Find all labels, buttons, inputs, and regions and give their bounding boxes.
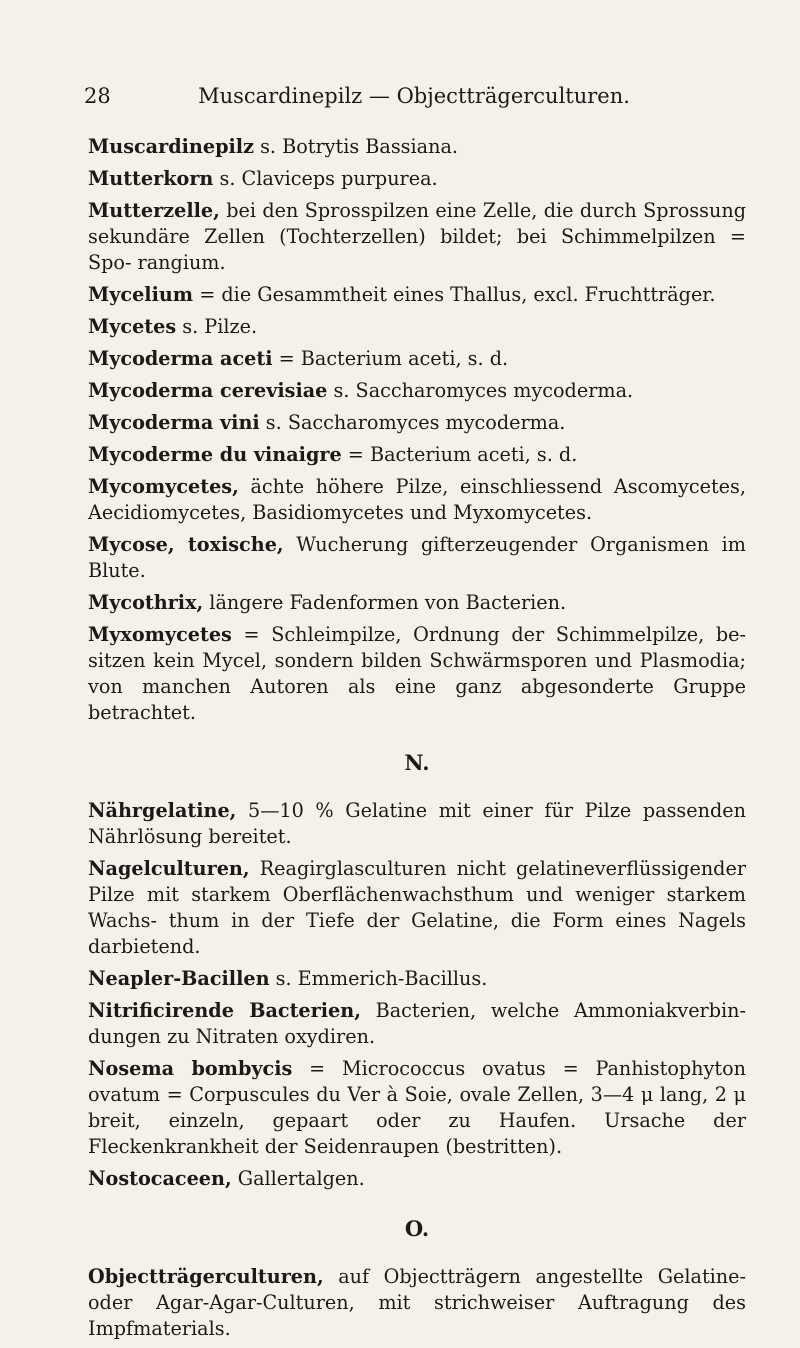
dictionary-entry (88, 856, 746, 960)
dictionary-entry (88, 998, 746, 1050)
dictionary-entry (88, 1166, 746, 1192)
entry-definition: s. Botrytis Bassiana. (253, 135, 459, 158)
entry-headword: Mycoderma aceti (88, 347, 273, 370)
entry-headword: Neapler-Bacillen (88, 967, 270, 990)
entry-definition: = Bacterium aceti, s. d. (272, 347, 509, 370)
section-letter-n: N. (404, 750, 430, 775)
dictionary-entry (88, 1056, 746, 1160)
page-number: 28 (84, 84, 111, 108)
entry-definition: = Micrococcus ovatus = Panhistophyton ovatum = Corpuscules du Ver à Soie, ovale Zellen, 3—4 μ lang, 2 μ breit, einzeln, gepaart oder zu Haufen. Ursache der Fleckenkrankheit der Seidenraupen (bestritten). (88, 1057, 746, 1158)
entry-definition: s. Saccharomyces mycoderma. (327, 379, 634, 402)
dictionary-entry (88, 622, 746, 726)
entry-definition: s. Saccharomyces mycoderma. (259, 411, 566, 434)
dictionary-entry (88, 966, 746, 992)
dictionary-entry (88, 442, 746, 468)
entry-headword: Mutterkorn (88, 167, 214, 190)
entries-o (88, 1264, 746, 1342)
dictionary-entry (88, 532, 746, 584)
dictionary-entry (88, 378, 746, 404)
entry-headword: Objectträgerculturen, (88, 1265, 324, 1288)
entry-definition: = Schleimpilze, Ordnung der Schimmelpilze, be- sitzen kein Mycel, sondern bilden Schwärmsporen und Plasmodia; von manchen Autoren als eine ganz abgesonderte Gruppe betrachtet. (88, 623, 746, 724)
entry-definition: Bacterien, welche Ammoniakverbin- dungen zu Nitraten oxydiren. (88, 999, 746, 1048)
entry-headword: Nostocaceen, (88, 1167, 232, 1190)
entry-headword: Mycoderme du vinaigre (88, 443, 342, 466)
entry-definition: Reagirglasculturen nicht gelatineverflüssigender Pilze mit starkem Oberflächenwachsthum und weniger starkem Wachs- thum in der Tiefe der Gelatine, die Form eines Nagels darbietend. (88, 857, 746, 958)
entry-definition: längere Fadenformen von Bacterien. (203, 591, 567, 614)
entry-definition: ächte höhere Pilze, einschliessend Ascomycetes, Aecidiomycetes, Basidiomycetes und Myxomycetes. (88, 475, 746, 524)
dictionary-entry (88, 1264, 746, 1342)
entry-headword: Mycomycetes, (88, 475, 239, 498)
entry-definition: Gallertalgen. (231, 1167, 365, 1190)
dictionary-entry (88, 590, 746, 616)
entry-headword: Mycothrix, (88, 591, 204, 614)
dictionary-entry (88, 346, 746, 372)
entry-definition: s. Claviceps purpurea. (213, 167, 438, 190)
entries-n (88, 798, 746, 1192)
dictionary-entry (88, 474, 746, 526)
section-letter-o: O. (404, 1216, 430, 1241)
entry-headword: Mycose, toxische, (88, 533, 284, 556)
entry-headword: Nosema bombycis (88, 1057, 293, 1080)
dictionary-entry (88, 134, 746, 160)
entry-definition: 5—10 % Gelatine mit einer für Pilze passenden Nährlösung bereitet. (88, 799, 746, 848)
entry-definition: s. Emmerich-Bacillus. (269, 967, 488, 990)
entry-headword: Myxomycetes (88, 623, 232, 646)
entry-definition: auf Objectträgern angestellte Gelatine- oder Agar-Agar-Culturen, mit strichweiser Auftragung des Impfmaterials. (88, 1265, 746, 1340)
entry-headword: Nagelculturen, (88, 857, 250, 880)
entry-headword: Mycoderma cerevisiae (88, 379, 328, 402)
dictionary-body (88, 134, 746, 1348)
entry-headword: Mycetes (88, 315, 177, 338)
dictionary-entry (88, 314, 746, 340)
entry-headword: Nitrificirende Bacterien, (88, 999, 361, 1022)
dictionary-entry (88, 282, 746, 308)
entry-headword: Mutterzelle, (88, 199, 220, 222)
entry-definition: bei den Sprosspilzen eine Zelle, die durch Sprossung sekundäre Zellen (Tochterzellen) bildet; bei Schimmelpilzen = Spo- rangium. (88, 199, 746, 274)
entry-definition: = Bacterium aceti, s. d. (341, 443, 578, 466)
running-header (84, 84, 744, 114)
dictionary-entry (88, 198, 746, 276)
entries-m (88, 134, 746, 726)
running-title: Muscardinepilz — Objectträgerculturen. (198, 84, 630, 108)
entry-headword: Mycoderma vini (88, 411, 260, 434)
dictionary-entry (88, 166, 746, 192)
entry-headword: Muscardinepilz (88, 135, 254, 158)
entry-definition: Wucherung gifterzeugender Organismen im Blute. (88, 533, 746, 582)
entry-definition: = die Gesammtheit eines Thallus, excl. Fruchtträger. (193, 283, 716, 306)
dictionary-entry (88, 798, 746, 850)
entry-definition: s. Pilze. (176, 315, 258, 338)
entry-headword: Nährgelatine, (88, 799, 237, 822)
entry-headword: Mycelium (88, 283, 194, 306)
dictionary-entry (88, 410, 746, 436)
